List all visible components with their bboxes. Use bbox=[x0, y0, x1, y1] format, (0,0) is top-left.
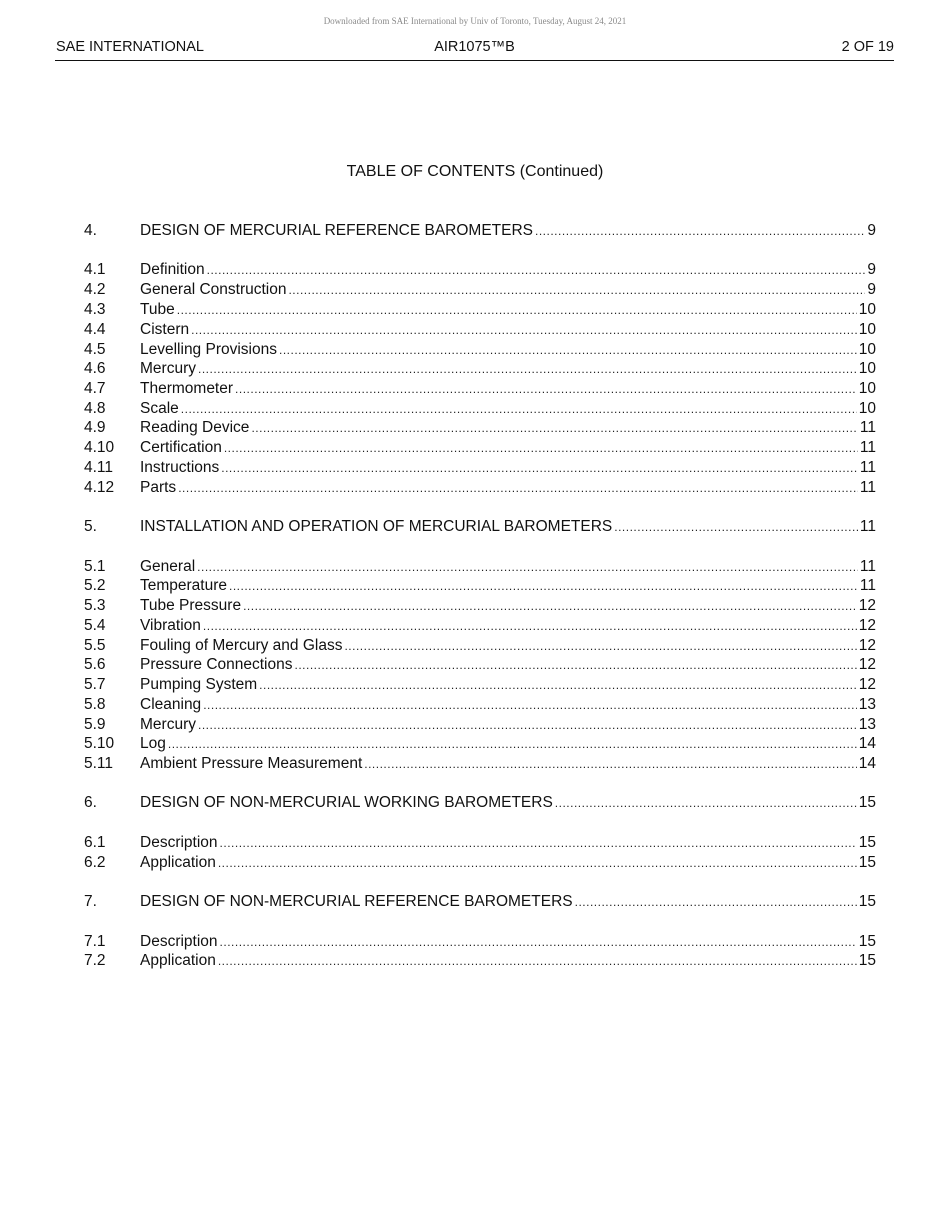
header-organization: SAE INTERNATIONAL bbox=[56, 39, 204, 55]
toc-entry-label: DESIGN OF MERCURIAL REFERENCE BAROMETERS bbox=[140, 222, 534, 239]
dot-leader bbox=[198, 715, 857, 735]
toc-entry bbox=[84, 478, 876, 498]
toc-entry-page: 14 bbox=[858, 735, 876, 752]
toc-entry-page: 12 bbox=[858, 637, 876, 654]
toc-entry-page: 11 bbox=[859, 459, 876, 476]
toc-entry-label: Mercury bbox=[140, 360, 196, 377]
toc-entry bbox=[84, 399, 876, 419]
toc-entry-page: 12 bbox=[858, 656, 876, 673]
toc-entry bbox=[84, 596, 876, 616]
toc-entry-number: 5.3 bbox=[84, 597, 106, 614]
toc-entry-number: 5.1 bbox=[84, 558, 106, 575]
toc-entry-page: 11 bbox=[859, 577, 876, 594]
toc-entry-number: 4.3 bbox=[84, 301, 106, 318]
toc-entry-number: 5.5 bbox=[84, 637, 106, 654]
toc-entry-number: 7.2 bbox=[84, 952, 106, 969]
toc-entry bbox=[84, 636, 876, 656]
toc-entry-page: 11 bbox=[859, 518, 876, 535]
download-note: Downloaded from SAE International by Univ of Toronto, Tuesday, August 24, 2021 bbox=[323, 16, 627, 26]
dot-leader bbox=[364, 754, 856, 774]
toc-entry-page: 11 bbox=[859, 439, 876, 456]
dot-leader bbox=[251, 418, 857, 438]
toc-entry-page: 12 bbox=[858, 597, 876, 614]
toc-entry-label: Ambient Pressure Measurement bbox=[140, 755, 363, 772]
toc-entry-number: 6. bbox=[84, 794, 97, 811]
toc-entry bbox=[84, 320, 876, 340]
toc-entry-label: Levelling Provisions bbox=[140, 341, 277, 358]
toc-entry-label: Certification bbox=[140, 439, 222, 456]
dot-leader bbox=[614, 517, 858, 537]
dot-leader bbox=[555, 793, 857, 813]
toc-entry-number: 4.5 bbox=[84, 341, 106, 358]
toc-entry bbox=[84, 892, 876, 912]
toc-entry-page: 13 bbox=[858, 696, 876, 713]
toc-entry-label: Thermometer bbox=[140, 380, 234, 397]
toc-entry bbox=[84, 517, 876, 537]
toc-entry bbox=[84, 695, 876, 715]
toc-entry-label: Cistern bbox=[140, 321, 190, 338]
toc-entry-label: Log bbox=[140, 735, 166, 752]
toc-entry-page: 15 bbox=[858, 794, 876, 811]
toc-entry-label: Parts bbox=[140, 479, 177, 496]
dot-leader bbox=[198, 359, 857, 379]
dot-leader bbox=[203, 695, 857, 715]
dot-leader bbox=[295, 655, 857, 675]
toc-entry-label: Reading Device bbox=[140, 419, 250, 436]
toc-entry-page: 11 bbox=[859, 419, 876, 436]
toc-entry-page: 15 bbox=[858, 893, 876, 910]
toc-entry-page: 10 bbox=[858, 301, 876, 318]
toc-entry-number: 4.9 bbox=[84, 419, 106, 436]
toc-entry-page: 13 bbox=[858, 716, 876, 733]
toc-entry-number: 5.9 bbox=[84, 716, 106, 733]
dot-leader bbox=[259, 675, 857, 695]
toc-entry-label: Pressure Connections bbox=[140, 656, 293, 673]
dot-leader bbox=[575, 892, 857, 912]
toc-entry-page: 12 bbox=[858, 617, 876, 634]
toc-entry-number: 5.8 bbox=[84, 696, 106, 713]
toc-entry-number: 5.2 bbox=[84, 577, 106, 594]
toc-entry-label: Pumping System bbox=[140, 676, 258, 693]
dot-leader bbox=[535, 221, 865, 241]
toc-entry bbox=[84, 557, 876, 577]
dot-leader bbox=[218, 951, 857, 971]
dot-leader bbox=[191, 320, 857, 340]
toc-title: TABLE OF CONTENTS (Continued) bbox=[346, 163, 604, 180]
toc-entry-number: 4. bbox=[84, 222, 97, 239]
toc-entry-number: 4.1 bbox=[84, 261, 106, 278]
toc-entry-page: 10 bbox=[858, 400, 876, 417]
toc-entry bbox=[84, 833, 876, 853]
toc-entry-label: INSTALLATION AND OPERATION OF MERCURIAL BAROMETERS bbox=[140, 518, 613, 535]
toc-entry bbox=[84, 734, 876, 754]
toc-entry bbox=[84, 754, 876, 774]
toc-entry bbox=[84, 655, 876, 675]
toc-entry-page: 15 bbox=[858, 834, 876, 851]
toc-entry-page: 10 bbox=[858, 380, 876, 397]
toc-entry-number: 4.7 bbox=[84, 380, 106, 397]
toc-entry-label: DESIGN OF NON-MERCURIAL WORKING BAROMETERS bbox=[140, 794, 553, 811]
toc-entry-number: 6.2 bbox=[84, 854, 106, 871]
toc-entry-page: 9 bbox=[867, 261, 876, 278]
toc-entry-page: 15 bbox=[858, 952, 876, 969]
dot-leader bbox=[221, 458, 858, 478]
toc-entry-label: Vibration bbox=[140, 617, 201, 634]
dot-leader bbox=[181, 399, 857, 419]
toc-entry-label: Scale bbox=[140, 400, 179, 417]
toc-entry-number: 5.7 bbox=[84, 676, 106, 693]
toc-entry-label: General Construction bbox=[140, 281, 287, 298]
toc-entry-number: 6.1 bbox=[84, 834, 106, 851]
dot-leader bbox=[235, 379, 857, 399]
dot-leader bbox=[229, 576, 858, 596]
toc-entry-number: 5.6 bbox=[84, 656, 106, 673]
dot-leader bbox=[279, 340, 857, 360]
toc-entry-number: 4.10 bbox=[84, 439, 115, 456]
toc-entry-label: DESIGN OF NON-MERCURIAL REFERENCE BAROMETERS bbox=[140, 893, 573, 910]
toc-entry-label: Definition bbox=[140, 261, 205, 278]
toc-entry bbox=[84, 616, 876, 636]
toc-entry bbox=[84, 576, 876, 596]
toc-entry-page: 15 bbox=[858, 933, 876, 950]
toc-entry-page: 11 bbox=[859, 558, 876, 575]
toc-entry-label: Fouling of Mercury and Glass bbox=[140, 637, 343, 654]
toc-entry-number: 4.11 bbox=[84, 459, 114, 476]
toc-entry-label: Cleaning bbox=[140, 696, 202, 713]
toc-entry bbox=[84, 418, 876, 438]
toc-entry-page: 10 bbox=[858, 341, 876, 358]
dot-leader bbox=[207, 260, 866, 280]
toc-entry-page: 14 bbox=[858, 755, 876, 772]
toc-entry-label: Description bbox=[140, 933, 218, 950]
toc-entry-number: 5.11 bbox=[84, 755, 114, 772]
toc-entry bbox=[84, 221, 876, 241]
dot-leader bbox=[288, 280, 865, 300]
toc-entry-number: 4.12 bbox=[84, 479, 115, 496]
toc-entry-page: 15 bbox=[858, 854, 876, 871]
toc-entry-page: 11 bbox=[859, 479, 876, 496]
dot-leader bbox=[243, 596, 857, 616]
dot-leader bbox=[344, 636, 856, 656]
toc-entry-label: Instructions bbox=[140, 459, 220, 476]
toc-entry bbox=[84, 932, 876, 952]
toc-entry bbox=[84, 793, 876, 813]
toc-entry-page: 9 bbox=[867, 281, 876, 298]
dot-leader bbox=[203, 616, 857, 636]
toc-entry-number: 7. bbox=[84, 893, 97, 910]
toc-entry bbox=[84, 458, 876, 478]
dot-leader bbox=[220, 932, 857, 952]
toc-entry-number: 4.6 bbox=[84, 360, 106, 377]
dot-leader bbox=[197, 557, 858, 577]
toc-entry-label: Mercury bbox=[140, 716, 196, 733]
header-page-number: 2 OF 19 bbox=[841, 39, 894, 55]
toc-entry-number: 4.4 bbox=[84, 321, 106, 338]
toc-entry-number: 4.2 bbox=[84, 281, 106, 298]
toc-entry-page: 10 bbox=[858, 360, 876, 377]
toc-entry bbox=[84, 300, 876, 320]
toc-entry bbox=[84, 853, 876, 873]
dot-leader bbox=[178, 478, 858, 498]
toc-entry-page: 9 bbox=[867, 222, 876, 239]
toc-entry-number: 5.10 bbox=[84, 735, 115, 752]
toc-entry bbox=[84, 260, 876, 280]
dot-leader bbox=[224, 438, 858, 458]
toc-entry bbox=[84, 379, 876, 399]
toc-entry-label: Tube Pressure bbox=[140, 597, 242, 614]
toc-entry-page: 10 bbox=[858, 321, 876, 338]
toc-entry-label: Temperature bbox=[140, 577, 228, 594]
toc-entry bbox=[84, 438, 876, 458]
dot-leader bbox=[220, 833, 857, 853]
toc-entry bbox=[84, 359, 876, 379]
header-document-id: AIR1075™B bbox=[434, 39, 515, 55]
dot-leader bbox=[218, 853, 857, 873]
toc-entry-number: 5. bbox=[84, 518, 97, 535]
toc-entry-number: 7.1 bbox=[84, 933, 106, 950]
toc-entry-label: Application bbox=[140, 952, 216, 969]
toc-entry-label: Tube bbox=[140, 301, 175, 318]
toc-entry-label: Description bbox=[140, 834, 218, 851]
toc-entry bbox=[84, 340, 876, 360]
toc-entry bbox=[84, 675, 876, 695]
toc-entry-number: 5.4 bbox=[84, 617, 106, 634]
toc-entry bbox=[84, 715, 876, 735]
toc-entry bbox=[84, 280, 876, 300]
toc-entry-label: Application bbox=[140, 854, 216, 871]
toc-entry-page: 12 bbox=[858, 676, 876, 693]
toc-entry-label: General bbox=[140, 558, 196, 575]
dot-leader bbox=[177, 300, 857, 320]
toc-entry-number: 4.8 bbox=[84, 400, 106, 417]
toc-entry bbox=[84, 951, 876, 971]
dot-leader bbox=[168, 734, 857, 754]
